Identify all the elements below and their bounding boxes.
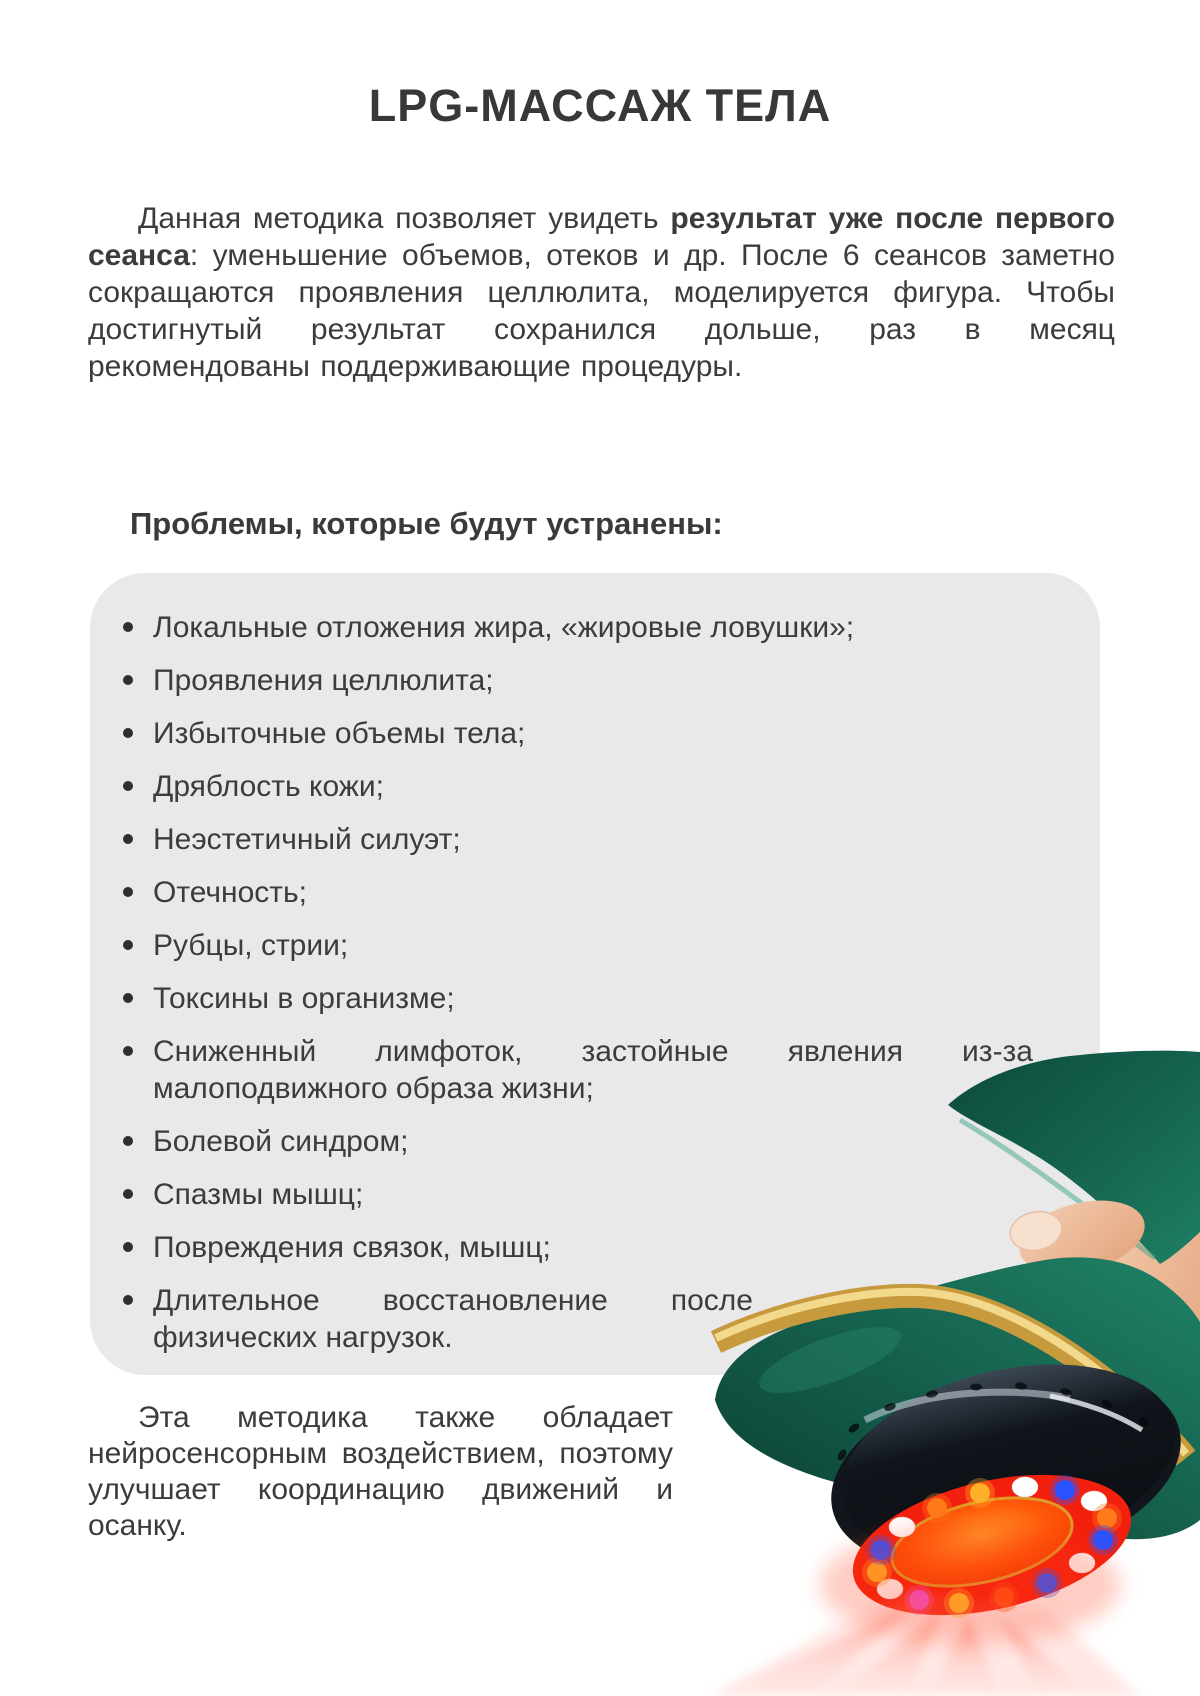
intro-bold-phrase: результат уже после первого сеанса (88, 202, 1115, 272)
list-item: Сниженный лимфоток, застойные явления из-за малоподвижного образа жизни; (123, 1033, 1068, 1107)
list-item: Длительное восстановление после физических нагрузок. (123, 1282, 1068, 1356)
list-item: Избыточные объемы тела; (123, 715, 1068, 752)
list-item: Спазмы мышц; (123, 1176, 1068, 1213)
intro-text-after: : уменьшение объемов, отеков и др. После 6 сеансов заметно сокращаются проявления целлюлита, моделируется фигура. Чтобы достигнутый результат сохранился дольше, раз в месяц рекомендованы поддерживающие процедуры. (88, 239, 1115, 383)
massage-device-photo (620, 1000, 1200, 1696)
bullet-icon (123, 940, 133, 950)
bullet-icon (123, 1136, 133, 1146)
list-item: Рубцы, стрии; (123, 927, 1068, 964)
bullet-icon (123, 728, 133, 738)
bullet-icon (123, 834, 133, 844)
bullet-icon (123, 993, 133, 1003)
bullet-icon (123, 781, 133, 791)
list-item: Проявления целлюлита; (123, 662, 1068, 699)
intro-text-before: Данная методика позволяет увидеть (138, 202, 671, 235)
problems-heading: Проблемы, которые будут устранены: (130, 506, 723, 541)
bullet-icon (123, 675, 133, 685)
bullet-icon (123, 1295, 133, 1305)
bullet-icon (123, 1242, 133, 1252)
list-item: Локальные отложения жира, «жировые ловушки»; (123, 609, 1068, 646)
list-item: Повреждения связок, мышц; (123, 1229, 1068, 1266)
page-title: LPG-МАССАЖ ТЕЛА (368, 80, 832, 131)
list-item: Болевой синдром; (123, 1123, 1068, 1160)
list-item: Отечность; (123, 874, 1068, 911)
intro-paragraph (88, 200, 1115, 385)
bullet-icon (123, 1189, 133, 1199)
bullet-icon (123, 887, 133, 897)
outro-paragraph: Эта методика также обладает нейросенсорным воздействием, поэтому улучшает координацию движений и осанку. (88, 1401, 673, 1542)
bullet-icon (123, 1046, 133, 1056)
list-item: Токсины в организме; (123, 980, 1068, 1017)
bullet-icon (123, 622, 133, 632)
list-item: Дряблость кожи; (123, 768, 1068, 805)
list-item: Неэстетичный силуэт; (123, 821, 1068, 858)
